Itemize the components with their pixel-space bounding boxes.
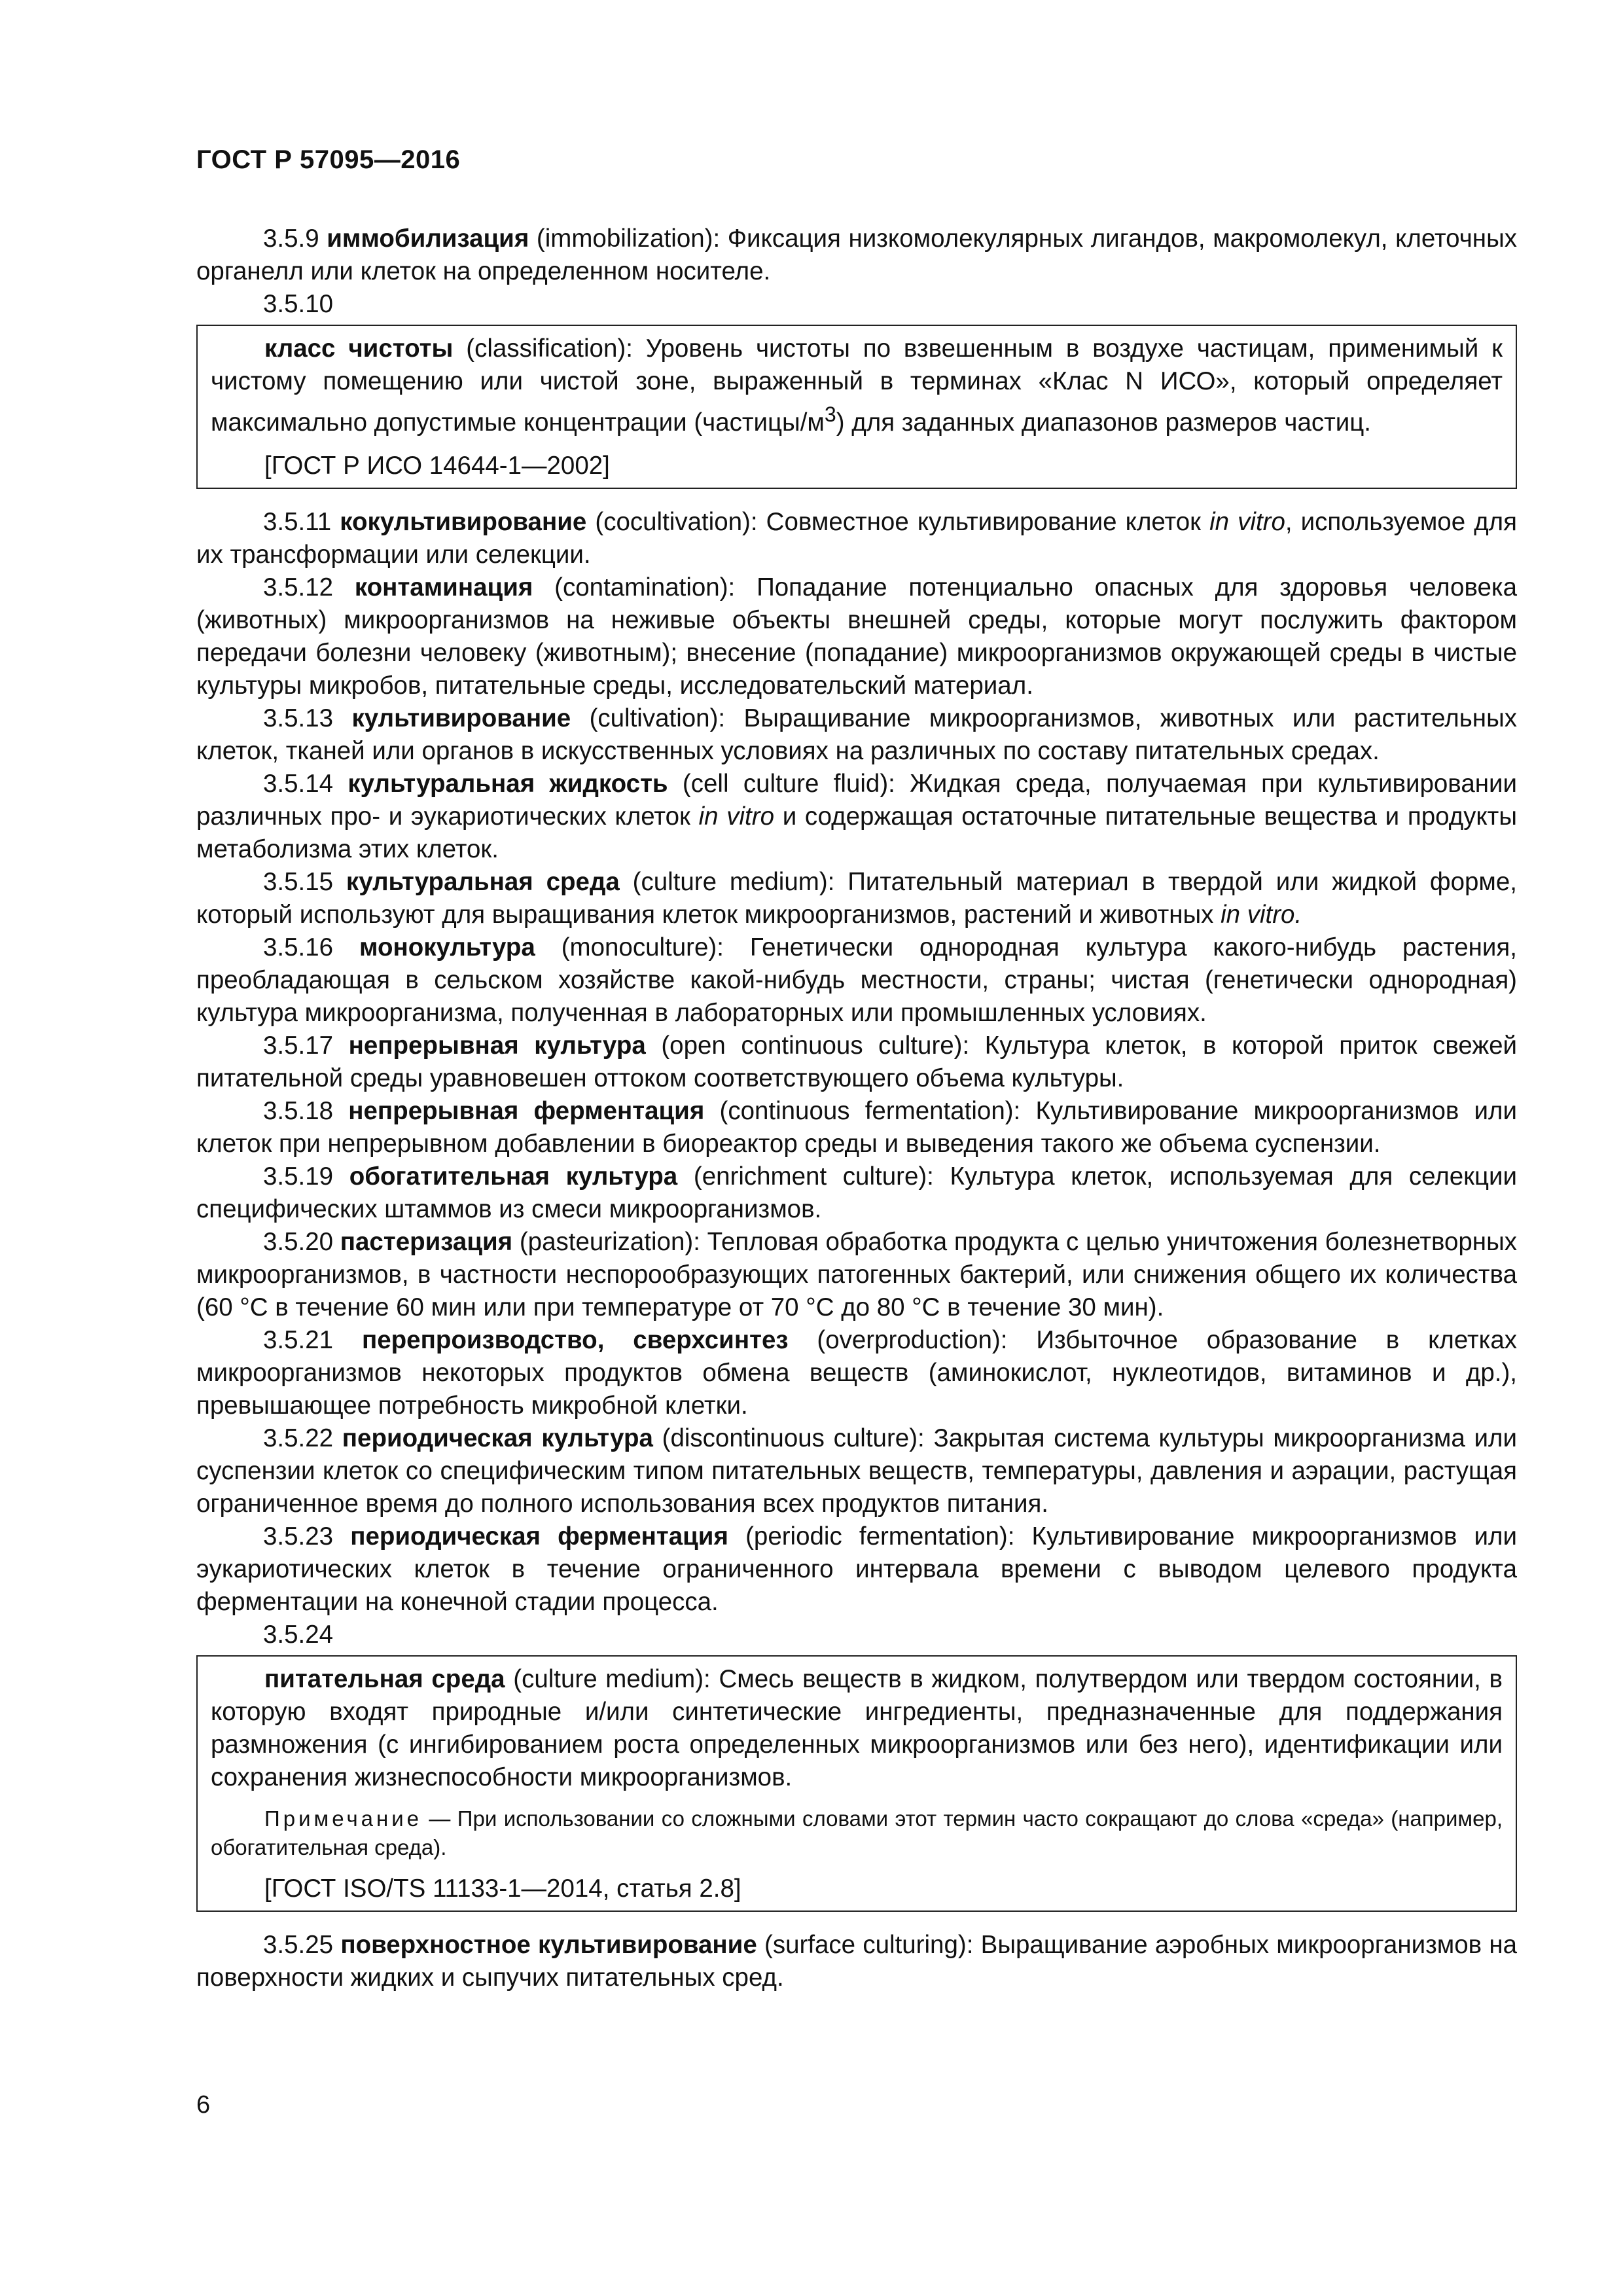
term-english: (pasteurization): [512,1227,707,1256]
term-name: кокультивирование [340,507,587,536]
term-entry [196,1324,1517,1422]
term-definition: Совместное культивирование клеток [766,507,1210,536]
term-english: (enrichment culture): [677,1162,950,1191]
italic-phrase: in vitro [698,802,774,831]
term-english: (cultivation): [571,704,744,732]
term-name: непрерывная ферментация [348,1096,705,1125]
term-number: 3.5.11 [263,507,332,536]
term-definition: Культура клеток, в которой приток свежей питательной среды уравновешен оттоком соответствующего объема культуры. [196,1031,1517,1092]
term-number: 3.5.20 [263,1227,334,1256]
term-definition: Культивирование микроорганизмов или эукариотических клеток в течение ограниченного интервала времени с выводом целевого продукта ферментации на конечной стадии процесса. [196,1522,1518,1616]
term-english: (contamination): [533,573,757,601]
term-english: (open continuous culture): [645,1031,985,1060]
term-name: культуральная среда [346,867,620,896]
superscript: 3 [824,403,836,426]
term-english: (immobilization): [529,224,728,253]
term-entry [196,1226,1517,1324]
term-name: непрерывная культура [348,1031,646,1060]
term-entry [196,1422,1517,1520]
note-label: Примечание [264,1806,423,1831]
term-name: пастеризация [340,1227,513,1256]
source-reference: [ГОСТ ISO/TS 11133-1—2014, статья 2.8] [264,1874,741,1903]
borrowed-term-box [196,325,1517,489]
term-number: 3.5.22 [263,1424,334,1452]
term-number: 3.5.19 [263,1162,334,1191]
term-name: культивирование [351,704,571,732]
term-name: культуральная жидкость [348,769,668,798]
term-definition: Избыточное образование в клетках микроорганизмов некоторых продуктов обмена веществ (аминокислот, нуклеотидов, витаминов и др.), превышающее потребность микробной клетки. [196,1325,1518,1420]
term-definition-end: и содержащая остаточные питательные вещества и продукты метаболизма этих клеток. [196,802,1517,863]
term-number: 3.5.23 [263,1522,334,1551]
term-entry [196,702,1517,768]
term-definition: Уровень чистоты по взвешенным в воздухе частицам, применимый к чистому помещению или чистой зоне, выраженный в терминах «Клас N ИСО», который определяет максимально допустимые концентрации (частицы/м [211,334,1503,437]
term-english: (cell culture fluid): [668,769,910,798]
term-name: перепроизводство, сверхсинтез [361,1325,789,1354]
term-name: периодическая ферментация [350,1522,728,1551]
note-text: — При использовании со сложными словами этот термин часто сокращают до слова «среда» (например, обогатительная среда). [211,1806,1503,1859]
term-english: (classification): [453,334,646,363]
term-entry [196,1160,1517,1226]
term-definition: Фиксация низкомолекулярных лигандов, макромолекул, клеточных органелл или клеток на определенном носителе. [196,224,1517,285]
term-definition: Жидкая среда, получаемая при культивировании различных про- и эукариотических клеток [196,769,1518,831]
term-english: (monoculture): [535,933,750,961]
term-entry [211,1663,1503,1794]
terms-list [196,223,1517,1994]
italic-phrase: in vitro. [1221,900,1302,929]
term-definition-end: , используемое для их трансформации или селекции. [196,507,1517,569]
term-entry [196,931,1517,1030]
term-entry [211,332,1503,439]
term-entry [196,1520,1517,1619]
term-name: обогатительная культура [349,1162,678,1191]
term-name: класс чистоты [264,334,454,363]
term-number: 3.5.9 [263,224,319,253]
term-number: 3.5.16 [263,933,334,961]
italic-phrase: in vitro [1209,507,1285,536]
term-number: 3.5.25 [263,1930,334,1959]
term-name: контаминация [354,573,533,601]
term-number: 3.5.17 [263,1031,334,1060]
term-entry [196,506,1517,571]
source-reference: [ГОСТ Р ИСО 14644-1—2002] [264,451,610,480]
term-definition: Выращивание аэробных микроорганизмов на поверхности жидких и сыпучих питательных сред. [196,1930,1518,1992]
term-entry [196,768,1517,866]
term-number: 3.5.12 [263,573,334,601]
term-definition: Закрытая система культуры микроорганизма или суспензии клеток со специфическим типом питательных веществ, температуры, давления и аэрации, растущая ограниченное время до полного использования всех продуктов питания. [196,1424,1517,1518]
term-number: 3.5.18 [263,1096,334,1125]
page-number: 6 [196,2091,211,2119]
term-entry [196,1030,1517,1095]
term-english: (culture medium): [619,867,848,896]
term-note [211,1804,1503,1862]
term-number: 3.5.13 [263,704,334,732]
term-entry [196,571,1517,702]
term-number: 3.5.10 [263,290,334,318]
term-definition: Смесь веществ в жидком, полутвердом или твердом состоянии, в которую входят природные и/или синтетические ингредиенты, предназначенные для поддержания размножения (с ингибированием роста определенных микроорганизмов или без него), идентификации или сохранения жизнеспособности микроорганизмов. [211,1664,1503,1791]
document-header: ГОСТ Р 57095—2016 [196,145,461,174]
term-name: монокультура [359,933,535,961]
term-name: иммобилизация [327,224,529,253]
term-definition: Культивирование микроорганизмов или клеток при непрерывном добавлении в биореактор среды и выведения такого же объема суспензии. [196,1096,1518,1158]
term-english: (periodic fermentation): [728,1522,1032,1551]
term-number: 3.5.14 [263,769,334,798]
term-english: (continuous fermentation): [704,1096,1036,1125]
term-number: 3.5.15 [263,867,334,896]
term-definition: Тепловая обработка продукта с целью уничтожения болезнетворных микроорганизмов, в частности неспорообразующих патогенных бактерий, или снижения общего их количества (60 °C в течение 60 мин или при температуре от 70 °C до 80 °C в течение 30 мин). [196,1227,1517,1321]
term-english: (culture medium): [505,1664,719,1693]
term-definition-end: ) для заданных диапазонов размеров частиц. [836,408,1371,437]
term-entry [196,1929,1517,1994]
term-number: 3.5.24 [263,1620,334,1649]
term-english: (overproduction): [788,1325,1037,1354]
term-definition: Генетически однородная культура какого-нибудь растения, преобладающая в сельском хозяйстве какой-нибудь местности, страны; чистая (генетически однородная) культура микроорганизма, полученная в лабораторных или промышленных условиях. [196,933,1517,1027]
term-name: поверхностное культивирование [340,1930,757,1959]
term-name: питательная среда [264,1664,505,1693]
term-definition: Питательный материал в твердой или жидкой форме, который используют для выращивания клеток микроорганизмов, растений и животных [196,867,1517,929]
term-entry [196,1095,1517,1160]
term-entry [196,223,1517,288]
term-entry [196,866,1517,931]
term-english: (surface culturing): [757,1930,981,1959]
term-name: периодическая культура [342,1424,653,1452]
term-definition: Попадание потенциально опасных для здоровья человека (животных) микроорганизмов на неживые объекты внешней среды, которые могут послужить фактором передачи болезни человеку (животным); внесение (попадание) микроорганизмов окружающей среды в чистые культуры микробов, питательные среды, исследовательский материал. [196,573,1518,700]
term-english: (cocultivation): [586,507,766,536]
term-definition: Культура клеток, используемая для селекции специфических штаммов из смеси микроорганизмов. [196,1162,1518,1223]
term-english: (discontinuous culture): [652,1424,934,1452]
term-number: 3.5.21 [263,1325,334,1354]
borrowed-term-box [196,1655,1517,1912]
term-definition: Выращивание микроорганизмов, животных или растительных клеток, тканей или органов в искусственных условиях на различных по составу питательных средах. [196,704,1517,765]
